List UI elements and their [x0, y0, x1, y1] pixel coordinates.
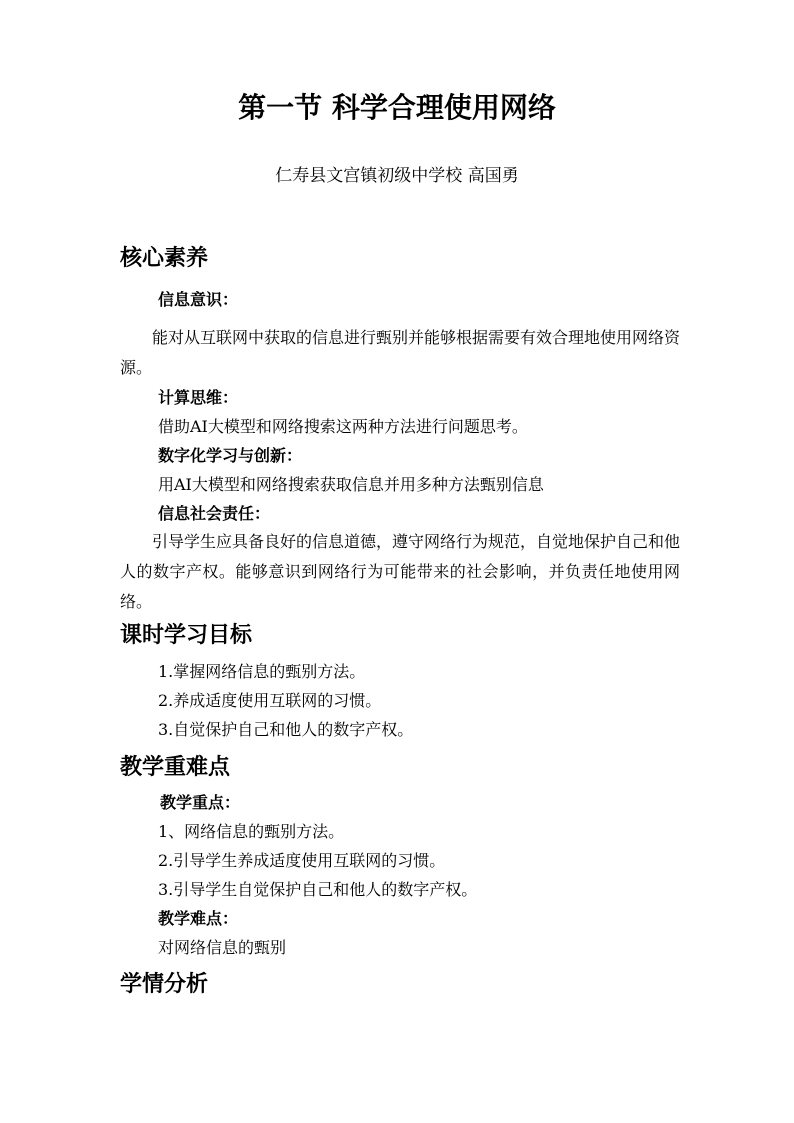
focus-item: 2.引导学生养成适度使用互联网的习惯。	[158, 851, 446, 870]
label-teaching-difficulty: 教学难点：	[158, 909, 239, 928]
objective-item: 3.自觉保护自己和他人的数字产权。	[158, 720, 414, 739]
label-digital-learning: 数字化学习与创新：	[158, 446, 303, 465]
heading-objectives: 课时学习目标	[120, 622, 253, 648]
author-line: 仁寿县文宫镇初级中学校 高国勇	[275, 166, 519, 186]
page-title: 第一节 科学合理使用网络	[238, 91, 556, 124]
label-teaching-focus: 教学重点：	[160, 793, 241, 812]
objective-item: 1.掌握网络信息的甄别方法。	[158, 662, 366, 681]
label-computational-thinking: 计算思维：	[158, 388, 239, 407]
heading-key-points: 教学重难点	[120, 754, 231, 780]
focus-item: 3.引导学生自觉保护自己和他人的数字产权。	[158, 880, 478, 899]
heading-core-literacy: 核心素养	[120, 245, 209, 271]
label-info-awareness: 信息意识：	[158, 290, 239, 309]
text-info-awareness: 能对从互联网中获取的信息进行甄别并能够根据需要有效合理地使用网络资源。	[120, 328, 681, 377]
text-digital-learning: 用AI大模型和网络搜索获取信息并用多种方法甄别信息	[158, 475, 544, 494]
focus-item: 1、网络信息的甄别方法。	[158, 822, 345, 841]
text-teaching-difficulty: 对网络信息的甄别	[158, 938, 287, 957]
text-social-responsibility: 引导学生应具备良好的信息道德，遵守网络行为规范，自觉地保护自己和他人的数字产权。能够意识到网络行为可能带来的社会影响，并负责任地使用网络。	[120, 532, 681, 611]
text-computational-thinking: 借助AI大模型和网络搜索这两种方法进行问题思考。	[158, 417, 528, 436]
objective-item: 2.养成适度使用互联网的习惯。	[158, 691, 382, 710]
heading-learner-analysis: 学情分析	[120, 971, 209, 997]
label-social-responsibility: 信息社会责任：	[158, 504, 271, 523]
